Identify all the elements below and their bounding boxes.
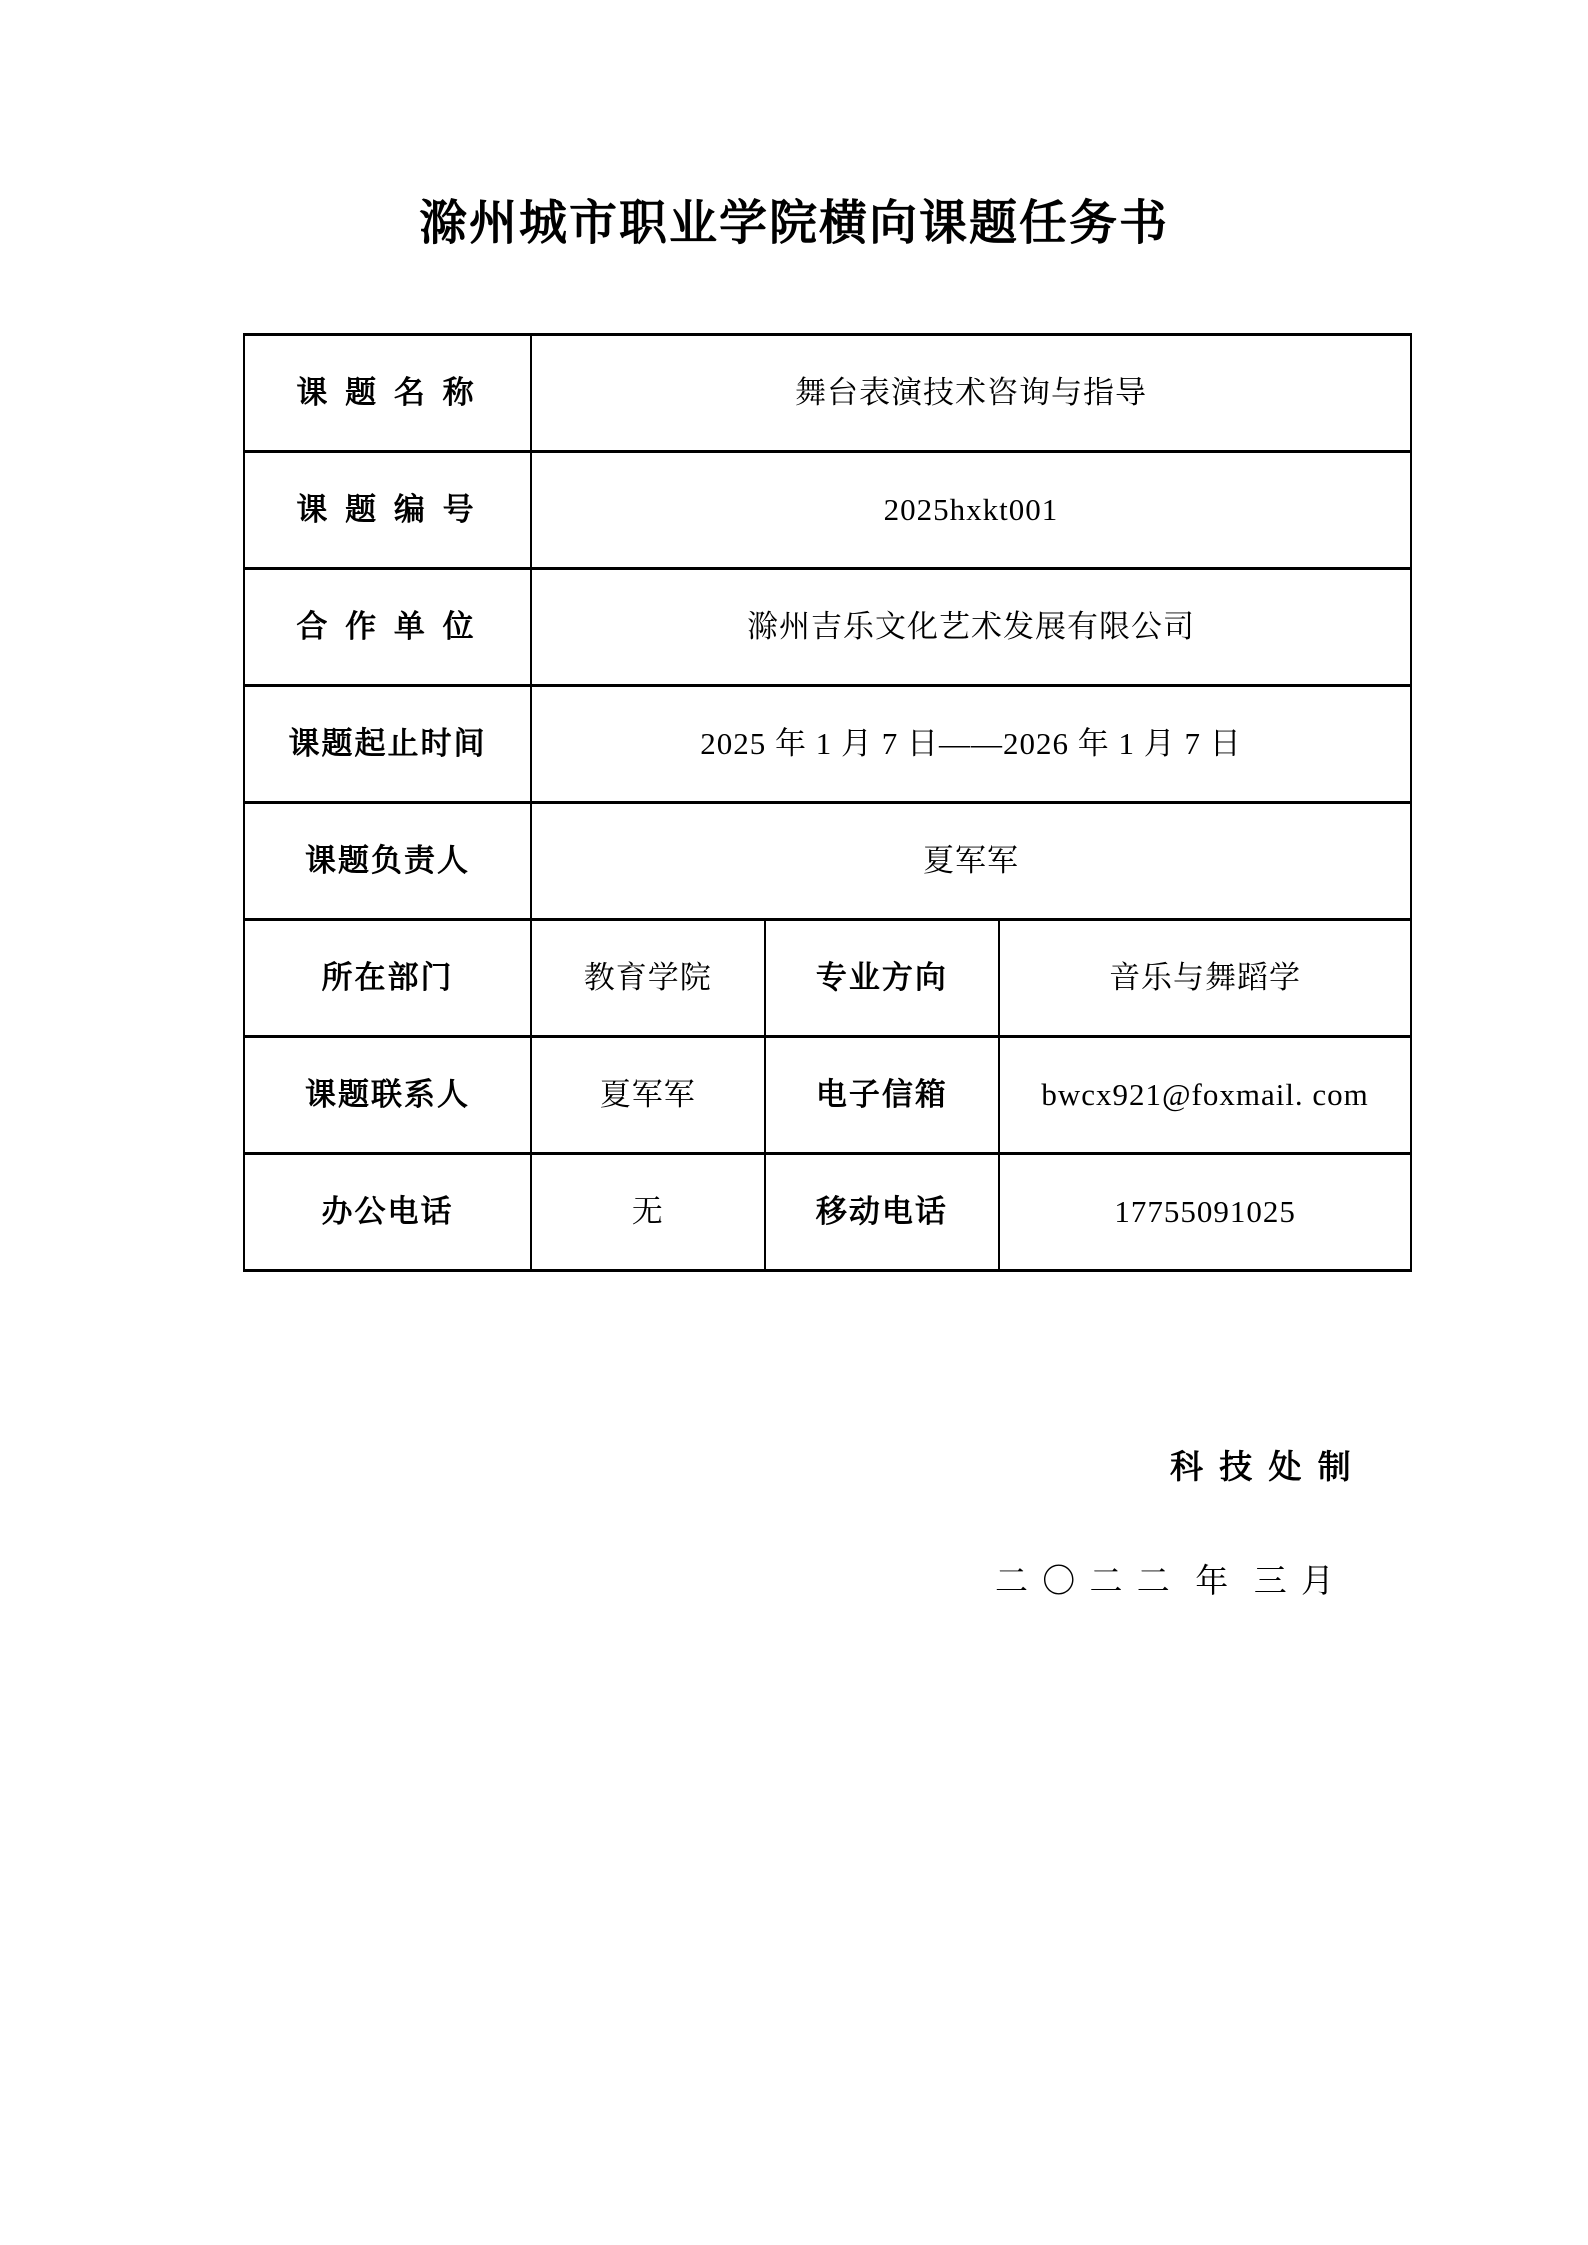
table-row-department <box>244 920 1411 1037</box>
mobile-phone-value: 17755091025 <box>999 1154 1411 1271</box>
task-form-table <box>243 333 1412 1272</box>
project-no-label: 课 题 编 号 <box>244 452 531 569</box>
partner-label: 合 作 单 位 <box>244 569 531 686</box>
project-name-value: 舞台表演技术咨询与指导 <box>531 335 1411 452</box>
document-title: 滁州城市职业学院横向课题任务书 <box>418 197 1169 250</box>
major-value: 音乐与舞蹈学 <box>999 920 1411 1037</box>
table-row-leader <box>244 803 1411 920</box>
table-row-contact <box>244 1037 1411 1154</box>
table-row-partner <box>244 569 1411 686</box>
project-name-label: 课 题 名 称 <box>244 335 531 452</box>
table-row-phones <box>244 1154 1411 1271</box>
contact-value: 夏军军 <box>531 1037 765 1154</box>
contact-label: 课题联系人 <box>244 1037 531 1154</box>
major-label: 专业方向 <box>765 920 1000 1037</box>
email-label: 电子信箱 <box>765 1037 1000 1154</box>
office-phone-value: 无 <box>531 1154 765 1271</box>
duration-value: 2025 年 1 月 7 日——2026 年 1 月 7 日 <box>531 686 1411 803</box>
mobile-phone-label: 移动电话 <box>765 1154 1000 1271</box>
table-row-project-no <box>244 452 1411 569</box>
department-value: 教育学院 <box>531 920 765 1037</box>
date-line: 二 〇 二 二 年 三 月 <box>995 1564 1337 1600</box>
table-row-duration <box>244 686 1411 803</box>
partner-value: 滁州吉乐文化艺术发展有限公司 <box>531 569 1411 686</box>
issuer-line: 科 技 处 制 <box>1170 1450 1355 1486</box>
department-label: 所在部门 <box>244 920 531 1037</box>
email-value: bwcx921@foxmail. com <box>999 1037 1411 1154</box>
project-no-value: 2025hxkt001 <box>531 452 1411 569</box>
duration-label: 课题起止时间 <box>244 686 531 803</box>
leader-label: 课题负责人 <box>244 803 531 920</box>
leader-value: 夏军军 <box>531 803 1411 920</box>
office-phone-label: 办公电话 <box>244 1154 531 1271</box>
table-row-project-name <box>244 335 1411 452</box>
